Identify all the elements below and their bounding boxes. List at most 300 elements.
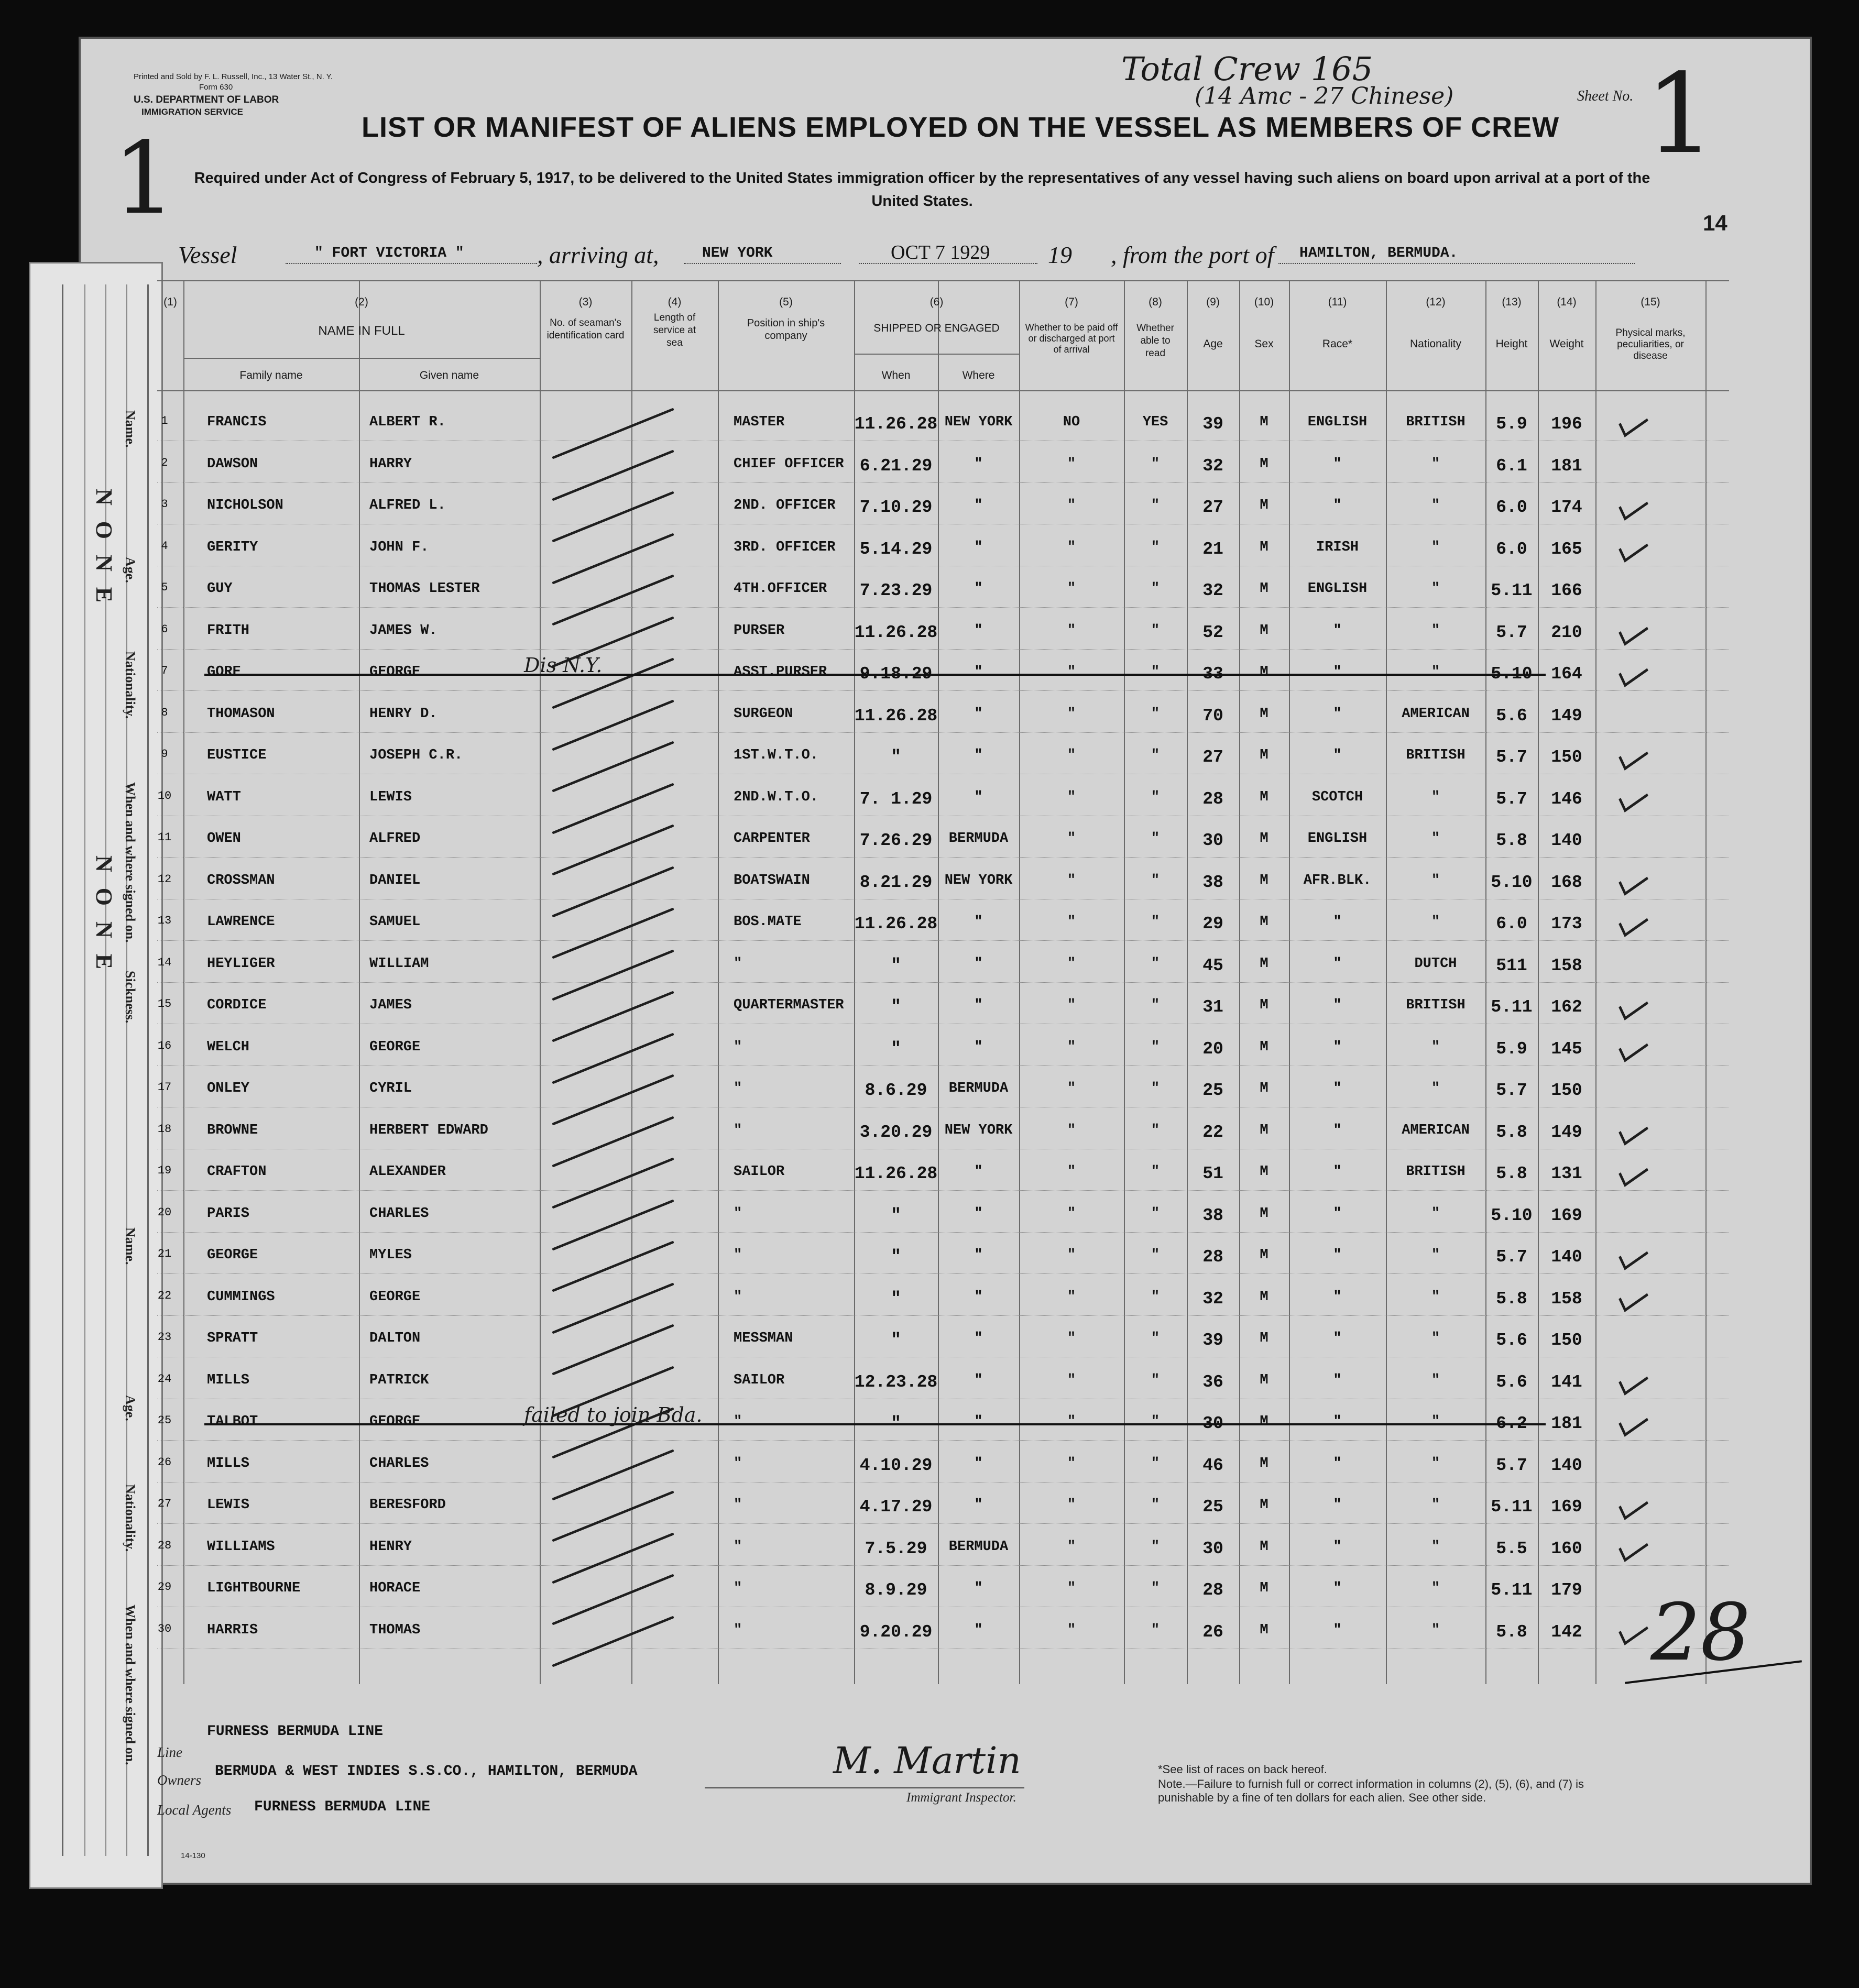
able-to-read: " xyxy=(1151,1455,1160,1471)
weight: 150 xyxy=(1551,1331,1582,1350)
position: QUARTERMASTER xyxy=(734,997,844,1013)
able-to-read: " xyxy=(1151,456,1160,472)
row-number: 23 xyxy=(157,1331,172,1344)
shipped-where: " xyxy=(974,914,983,930)
given-name: ALFRED xyxy=(369,831,421,847)
race: " xyxy=(1333,1164,1342,1180)
paid-off: " xyxy=(1067,1414,1076,1430)
strip-label: Sickness. xyxy=(123,971,138,1024)
shipped-where: " xyxy=(974,1372,983,1388)
given-name: GEORGE xyxy=(369,1289,421,1305)
id-card-mark xyxy=(552,1574,674,1625)
able-to-read: " xyxy=(1151,1289,1160,1305)
height: 5.10 xyxy=(1491,1205,1533,1225)
race: ENGLISH xyxy=(1307,581,1368,597)
paid-off: " xyxy=(1067,1247,1076,1263)
height: 5.6 xyxy=(1496,706,1527,726)
shipped-when: " xyxy=(891,1289,901,1309)
race-head: Race* xyxy=(1322,338,1353,350)
shipped-head: SHIPPED OR ENGAGED xyxy=(873,322,1000,334)
inspected-mark xyxy=(1619,741,1648,770)
id-card-mark xyxy=(552,949,674,1001)
height: 5.8 xyxy=(1496,831,1527,850)
shipped-where: BERMUDA xyxy=(948,831,1009,847)
age-head: Age xyxy=(1203,338,1223,350)
strip-label: Name. xyxy=(123,410,138,448)
shipped-when: 11.26.28 xyxy=(854,914,938,933)
position-head: Position in ship's company xyxy=(747,317,825,342)
sex: M xyxy=(1260,872,1269,888)
row-rule xyxy=(157,607,1729,608)
height: 6.1 xyxy=(1496,456,1527,476)
weight: 150 xyxy=(1551,1081,1582,1100)
able-to-read: " xyxy=(1151,664,1160,680)
id-card-mark xyxy=(552,449,674,501)
shipped-when: 8.21.29 xyxy=(859,872,933,892)
row-annotation: Dis N.Y. xyxy=(524,654,603,677)
inspected-mark xyxy=(1619,783,1648,812)
position: PURSER xyxy=(734,622,785,639)
id-card-mark xyxy=(552,866,674,917)
able-to-read: " xyxy=(1151,1122,1160,1138)
able-to-read: " xyxy=(1151,498,1160,513)
height: 5.11 xyxy=(1491,997,1533,1017)
row-number: 21 xyxy=(157,1247,172,1260)
struck-row-line xyxy=(204,674,1546,676)
nationality: " xyxy=(1431,1580,1440,1596)
nationality: " xyxy=(1431,872,1440,888)
position: " xyxy=(734,955,742,972)
height: 5.7 xyxy=(1496,1247,1527,1267)
sex: M xyxy=(1260,1081,1269,1096)
shipped-when: 3.20.29 xyxy=(859,1122,933,1142)
shipped-when: " xyxy=(891,1205,901,1225)
paid-off: " xyxy=(1067,997,1076,1013)
shipped-when: 7. 1.29 xyxy=(859,789,933,809)
nationality: " xyxy=(1431,1205,1440,1222)
weight: 168 xyxy=(1551,872,1582,892)
weight: 173 xyxy=(1551,914,1582,933)
agents-label: Local Agents xyxy=(157,1802,232,1818)
strip-label: When and where signed on. xyxy=(123,782,138,943)
row-rule xyxy=(157,690,1729,691)
id-card-mark xyxy=(552,699,674,751)
sex: M xyxy=(1260,914,1269,930)
row-rule xyxy=(157,1232,1729,1233)
age: 32 xyxy=(1202,581,1223,600)
shipped-when: 9.18.29 xyxy=(859,664,933,684)
able-to-read: " xyxy=(1151,789,1160,805)
shipped-where: BERMUDA xyxy=(948,1081,1009,1096)
row-number: 16 xyxy=(157,1039,172,1052)
tally-number: 28 xyxy=(1650,1587,1751,1678)
position: " xyxy=(734,1289,742,1305)
physical-marks-head: Physical marks, peculiarities, or disease xyxy=(1615,327,1686,361)
sex: M xyxy=(1260,1247,1269,1263)
row-number: 4 xyxy=(161,539,168,553)
nationality: " xyxy=(1431,1622,1440,1638)
sex: M xyxy=(1260,997,1269,1013)
given-name: HENRY D. xyxy=(369,706,438,722)
nationality: " xyxy=(1431,1497,1440,1513)
paid-off: " xyxy=(1067,1497,1076,1513)
inspected-mark xyxy=(1619,1490,1648,1520)
nationality: BRITISH xyxy=(1406,414,1466,430)
row-annotation: failed to join Bda. xyxy=(524,1403,703,1426)
form-number: Form 630 xyxy=(199,83,233,92)
service-length-head: Length of service at sea xyxy=(653,312,696,348)
weight: 141 xyxy=(1551,1372,1582,1392)
shipped-where: " xyxy=(974,1331,983,1346)
paid-off: " xyxy=(1067,1622,1076,1638)
shipped-where: BERMUDA xyxy=(948,1539,1009,1555)
row-number: 3 xyxy=(161,498,168,511)
weight: 181 xyxy=(1551,1414,1582,1433)
weight: 146 xyxy=(1551,789,1582,809)
given-name: ALBERT R. xyxy=(369,414,446,430)
age: 26 xyxy=(1202,1622,1223,1642)
shipped-where: NEW YORK xyxy=(944,872,1013,888)
weight: 181 xyxy=(1551,456,1582,476)
col-12-head: (12) xyxy=(1426,296,1446,308)
shipped-where: " xyxy=(974,706,983,722)
id-card-mark xyxy=(552,1324,674,1375)
race: " xyxy=(1333,1580,1342,1596)
service: IMMIGRATION SERVICE xyxy=(141,107,243,117)
row-number: 5 xyxy=(161,581,168,594)
id-card-mark xyxy=(552,1532,674,1584)
shipped-where: " xyxy=(974,789,983,805)
row-number: 6 xyxy=(161,622,168,636)
id-card-mark xyxy=(552,1116,674,1167)
able-to-read: " xyxy=(1151,622,1160,639)
shipped-when: 6.21.29 xyxy=(859,456,933,476)
position: 4TH.OFFICER xyxy=(734,581,827,597)
row-number: 8 xyxy=(161,706,168,719)
weight: 158 xyxy=(1551,955,1582,975)
position: CHIEF OFFICER xyxy=(734,456,844,472)
penalty-note: Note.—Failure to furnish full or correct information in columns (2), (5), (6), and (7) is punishable by a fine of ten dollars for each alien. See other side. xyxy=(1158,1777,1584,1804)
age: 32 xyxy=(1202,1289,1223,1309)
weight: 160 xyxy=(1551,1539,1582,1558)
owners-label: Owners xyxy=(157,1772,202,1788)
given-name: JAMES W. xyxy=(369,622,438,639)
races-note: *See list of races on back hereof. xyxy=(1158,1763,1327,1776)
position: BOATSWAIN xyxy=(734,872,810,888)
race: " xyxy=(1333,1039,1342,1055)
family-name: EUSTICE xyxy=(207,748,267,763)
shipped-where: " xyxy=(974,539,983,555)
paid-off: " xyxy=(1067,1580,1076,1596)
able-to-read: " xyxy=(1151,706,1160,722)
paid-off: " xyxy=(1067,664,1076,680)
table-top-rule xyxy=(157,280,1729,281)
height: 5.6 xyxy=(1496,1331,1527,1350)
family-name: MILLS xyxy=(207,1372,250,1388)
shipped-when: 11.26.28 xyxy=(854,706,938,726)
from-underline xyxy=(1278,263,1635,264)
race: " xyxy=(1333,1539,1342,1555)
inspected-mark xyxy=(1619,1282,1648,1312)
able-to-read: " xyxy=(1151,1164,1160,1180)
height: 511 xyxy=(1496,955,1527,975)
family-name: LAWRENCE xyxy=(207,914,275,930)
age: 39 xyxy=(1202,414,1223,434)
inspected-mark xyxy=(1619,1116,1648,1145)
shipped-when: 11.26.28 xyxy=(854,622,938,642)
shipped-where: " xyxy=(974,1580,983,1596)
height: 6.0 xyxy=(1496,539,1527,559)
able-to-read: " xyxy=(1151,1497,1160,1513)
sex: M xyxy=(1260,955,1269,972)
family-name: WILLIAMS xyxy=(207,1539,275,1555)
able-to-read: " xyxy=(1151,1622,1160,1638)
age: 46 xyxy=(1202,1455,1223,1475)
race: IRISH xyxy=(1316,539,1359,555)
sex: M xyxy=(1260,414,1269,430)
weight: 210 xyxy=(1551,622,1582,642)
shipped-where: " xyxy=(974,955,983,972)
family-name: GEORGE xyxy=(207,1247,258,1263)
given-name: GEORGE xyxy=(369,1414,421,1430)
paid-off: NO xyxy=(1063,414,1080,430)
family-name: NICHOLSON xyxy=(207,498,283,513)
family-name: LEWIS xyxy=(207,1497,250,1513)
row-rule xyxy=(157,1440,1729,1441)
shipped-when: " xyxy=(891,1247,901,1267)
race: " xyxy=(1333,1122,1342,1138)
vessel-label: Vessel xyxy=(178,241,237,268)
sex: M xyxy=(1260,1289,1269,1305)
signature-line xyxy=(705,1787,1024,1788)
nationality: AMERICAN xyxy=(1402,1122,1470,1138)
col-8-head: (8) xyxy=(1149,296,1162,308)
race: " xyxy=(1333,1081,1342,1096)
id-card-mark xyxy=(552,991,674,1042)
row-number: 22 xyxy=(157,1289,172,1302)
nationality: " xyxy=(1431,622,1440,639)
col-9-head: (9) xyxy=(1206,296,1220,308)
age: 31 xyxy=(1202,997,1223,1017)
family-name: THOMASON xyxy=(207,706,275,722)
row-number: 1 xyxy=(161,414,168,427)
inspected-mark xyxy=(1619,1407,1648,1436)
row-rule xyxy=(157,1523,1729,1524)
weight: 140 xyxy=(1551,831,1582,850)
crew-table xyxy=(157,280,1729,1684)
nationality: " xyxy=(1431,1289,1440,1305)
sex: M xyxy=(1260,1414,1269,1430)
vessel-underline xyxy=(286,263,537,264)
able-to-read: " xyxy=(1151,955,1160,972)
position: 2ND. OFFICER xyxy=(734,498,836,513)
given-name: ALFRED L. xyxy=(369,498,446,513)
height: 5.9 xyxy=(1496,414,1527,434)
paid-off: " xyxy=(1067,1331,1076,1346)
age: 39 xyxy=(1202,1331,1223,1350)
able-to-read: " xyxy=(1151,1580,1160,1596)
nationality: AMERICAN xyxy=(1402,706,1470,722)
row-number: 15 xyxy=(157,997,172,1011)
shipped-when: 4.10.29 xyxy=(859,1455,933,1475)
shipped-when: 8.6.29 xyxy=(865,1081,927,1100)
paid-off: " xyxy=(1067,622,1076,639)
able-to-read: " xyxy=(1151,539,1160,555)
height: 6.0 xyxy=(1496,914,1527,933)
race: " xyxy=(1333,748,1342,763)
family-given-rule xyxy=(183,358,540,359)
family-name: OWEN xyxy=(207,831,241,847)
weight: 145 xyxy=(1551,1039,1582,1059)
col-13-head: (13) xyxy=(1502,296,1522,308)
height: 5.8 xyxy=(1496,1164,1527,1183)
id-card-mark xyxy=(552,408,674,459)
sex: M xyxy=(1260,706,1269,722)
race: " xyxy=(1333,1372,1342,1388)
paid-off: " xyxy=(1067,831,1076,847)
nationality: BRITISH xyxy=(1406,997,1466,1013)
shipped-where: NEW YORK xyxy=(944,1122,1013,1138)
inspector-signature: M. Martin xyxy=(833,1739,1021,1782)
id-card-head: No. of seaman's identification card xyxy=(546,317,625,341)
from-label: , from the port of xyxy=(1111,241,1274,268)
sex: M xyxy=(1260,622,1269,639)
able-to-read: " xyxy=(1151,997,1160,1013)
weight: 149 xyxy=(1551,706,1582,726)
nationality-head: Nationality xyxy=(1409,338,1462,350)
read-head: Whether able to read xyxy=(1136,323,1174,359)
row-rule xyxy=(157,1315,1729,1316)
age: 25 xyxy=(1202,1497,1223,1517)
sex-head: Sex xyxy=(1254,338,1274,350)
race: " xyxy=(1333,1622,1342,1638)
height: 5.7 xyxy=(1496,622,1527,642)
able-to-read: " xyxy=(1151,1081,1160,1096)
shipped-where: " xyxy=(974,1247,983,1263)
sex: M xyxy=(1260,581,1269,597)
position: " xyxy=(734,1205,742,1222)
inspected-mark xyxy=(1619,907,1648,937)
race: " xyxy=(1333,955,1342,972)
race: " xyxy=(1333,622,1342,639)
row-rule xyxy=(157,482,1729,483)
weight: 169 xyxy=(1551,1205,1582,1225)
nationality: DUTCH xyxy=(1414,955,1457,972)
sex: M xyxy=(1260,456,1269,472)
sex: M xyxy=(1260,664,1269,680)
able-to-read: " xyxy=(1151,1247,1160,1263)
inspected-mark xyxy=(1619,657,1648,687)
paid-off: " xyxy=(1067,706,1076,722)
nationality: " xyxy=(1431,1081,1440,1096)
row-number: 9 xyxy=(161,748,168,761)
sex: M xyxy=(1260,1039,1269,1055)
sex: M xyxy=(1260,498,1269,513)
sex: M xyxy=(1260,1622,1269,1638)
sex: M xyxy=(1260,1205,1269,1222)
family-name: MILLS xyxy=(207,1455,250,1471)
given-name: CHARLES xyxy=(369,1455,429,1471)
paid-off: " xyxy=(1067,1289,1076,1305)
owners-value: BERMUDA & WEST INDIES S.S.CO., HAMILTON, BERMUDA xyxy=(215,1763,638,1780)
sex: M xyxy=(1260,1580,1269,1596)
family-name: FRITH xyxy=(207,622,250,639)
family-name: SPRATT xyxy=(207,1331,258,1346)
paid-off: " xyxy=(1067,1455,1076,1471)
id-card-mark xyxy=(552,1199,674,1250)
id-card-mark xyxy=(552,574,674,625)
id-card-mark xyxy=(552,824,674,875)
age: 27 xyxy=(1202,498,1223,517)
inspected-mark xyxy=(1619,1616,1648,1645)
line-value: FURNESS BERMUDA LINE xyxy=(207,1723,384,1740)
height: 5.7 xyxy=(1496,1081,1527,1100)
inspected-mark xyxy=(1619,533,1648,562)
paid-off: " xyxy=(1067,498,1076,513)
shipped-where: " xyxy=(974,1205,983,1222)
nationality: " xyxy=(1431,581,1440,597)
family-name: DAWSON xyxy=(207,456,258,472)
race: " xyxy=(1333,664,1342,680)
inspected-mark xyxy=(1619,1366,1648,1395)
paid-off-head: Whether to be paid off or discharged at port of arrival xyxy=(1025,322,1118,355)
family-name: GERITY xyxy=(207,539,258,555)
paid-off: " xyxy=(1067,456,1076,472)
position: MESSMAN xyxy=(734,1331,793,1346)
weight: 158 xyxy=(1551,1289,1582,1309)
id-card-mark xyxy=(552,1033,674,1084)
age: 38 xyxy=(1202,1205,1223,1225)
nationality: " xyxy=(1431,498,1440,513)
age: 28 xyxy=(1202,1247,1223,1267)
age: 45 xyxy=(1202,955,1223,975)
row-number: 2 xyxy=(161,456,168,469)
sex: M xyxy=(1260,789,1269,805)
paid-off: " xyxy=(1067,955,1076,972)
col-7-head: (7) xyxy=(1065,296,1078,308)
age: 22 xyxy=(1202,1122,1223,1142)
id-card-mark xyxy=(552,907,674,959)
shipped-where: " xyxy=(974,664,983,680)
age: 30 xyxy=(1202,831,1223,850)
sex: M xyxy=(1260,1539,1269,1555)
row-number: 18 xyxy=(157,1122,172,1136)
given-name: THOMAS xyxy=(369,1622,421,1638)
vessel-name: " FORT VICTORIA " xyxy=(314,245,464,261)
nationality: " xyxy=(1431,1455,1440,1471)
paid-off: " xyxy=(1067,1205,1076,1222)
agents-value: FURNESS BERMUDA LINE xyxy=(254,1799,431,1815)
age: 29 xyxy=(1202,914,1223,933)
row-rule xyxy=(157,1273,1729,1274)
weight-head: Weight xyxy=(1549,338,1584,350)
printer-line: Printed and Sold by F. L. Russell, Inc., 13 Water St., N. Y. xyxy=(134,72,333,81)
position: BOS.MATE xyxy=(734,914,802,930)
weight: 150 xyxy=(1551,748,1582,767)
nationality: BRITISH xyxy=(1406,1164,1466,1180)
height: 5.11 xyxy=(1491,1497,1533,1517)
given-name: GEORGE xyxy=(369,664,421,680)
sickness-strip xyxy=(29,262,163,1889)
age: 28 xyxy=(1202,1580,1223,1600)
row-number: 10 xyxy=(157,789,172,803)
strip-label: Nationality. xyxy=(123,1484,138,1552)
position: 1ST.W.T.O. xyxy=(734,748,819,763)
nationality: " xyxy=(1431,789,1440,805)
shipped-where: " xyxy=(974,1497,983,1513)
inspected-mark xyxy=(1619,408,1648,437)
able-to-read: " xyxy=(1151,1205,1160,1222)
